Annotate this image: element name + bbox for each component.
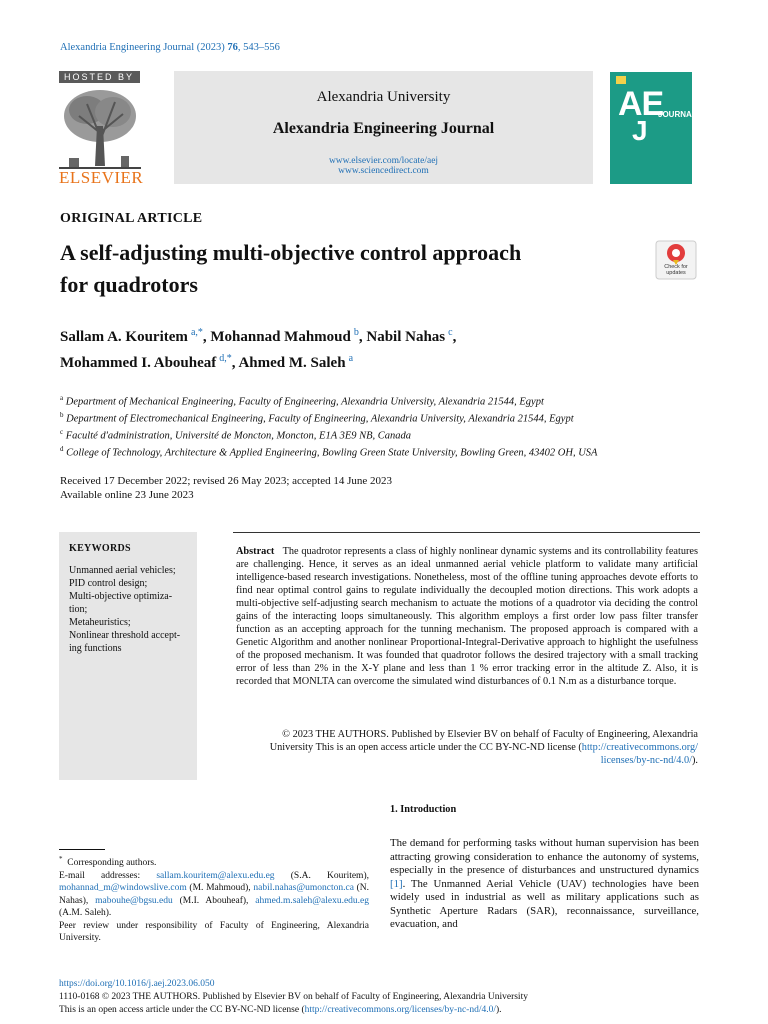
affiliation-item: $^c$ Faculté d'administration, Université de Moncton, Moncton, E1A 3E9 NB, Canada xyxy=(60,428,412,442)
keyword-line: ing functions xyxy=(69,643,122,654)
footnote-divider xyxy=(59,849,105,850)
keyword-line: tion; xyxy=(69,604,88,615)
article-dates xyxy=(60,474,660,502)
email-link[interactable]: mabouhe@bgsu.edu xyxy=(95,895,173,906)
hosted-by-label: HOSTED BY xyxy=(59,71,140,83)
author-affil-link[interactable]: a xyxy=(348,353,354,364)
author-name: Nabil Nahas xyxy=(366,329,446,345)
license-link-cont[interactable]: licenses/by-nc-nd/4.0/ xyxy=(600,755,692,766)
footnotes xyxy=(59,853,369,945)
author-line-1: Sallam A. Kouritem $^{a,*}$, Mohannad Mahmoud $^b$, Nabil Nahas $^c$, xyxy=(60,327,457,345)
journal-name: Alexandria Engineering Journal xyxy=(272,120,495,137)
journal-citation[interactable]: Alexandria Engineering Journal (2023) 76, 543–556 xyxy=(60,42,280,53)
check-for-updates-label: Check for updates xyxy=(664,264,688,276)
email-addresses: E-mail addresses: sallam.kouritem@alexu.edu.eg (S.A. Kouritem), mohannad_m@windowslive.com (M. Mahmoud), nabil.nahas@umoncton.ca (N. Nahas), mabouhe@bgsu.edu (M.I. Abouheaf), ahmed.m.saleh@alexu.edu.eg (A.M. Saleh). xyxy=(59,870,370,919)
author-name: Mohammed I. Abouheaf xyxy=(60,355,217,371)
available-online-date: Available online 23 June 2023 xyxy=(60,489,194,501)
author-list xyxy=(60,322,700,374)
keyword-line: Unmanned aerial vehicles; xyxy=(69,565,176,576)
university-name: Alexandria University xyxy=(316,89,451,105)
abstract-label: Abstract xyxy=(236,546,275,557)
affiliations xyxy=(60,392,760,460)
introduction-heading: 1. Introduction xyxy=(390,804,457,815)
cover-j: J xyxy=(632,115,648,146)
elsevier-tree-logo-icon xyxy=(59,86,141,172)
author-affil-link[interactable]: c xyxy=(448,327,453,338)
cover-journal-word: JOURNAL xyxy=(658,110,697,119)
abstract-copyright: © 2023 THE AUTHORS. Published by Elsevier BV on behalf of Faculty of Engineering, Alexandria University This is an open access article under the CC BY-NC-ND license (http://creativecommons.org/ licenses/by-nc-nd/4.0/). xyxy=(269,729,698,766)
abstract-body xyxy=(236,545,698,688)
elsevier-logo-text: ELSEVIER xyxy=(59,168,144,187)
keyword-line: Multi-objective optimiza- xyxy=(69,591,173,602)
journal-cover-image xyxy=(610,72,697,184)
article-type: ORIGINAL ARTICLE xyxy=(60,211,203,226)
bottom-license: 1110-0168 © 2023 THE AUTHORS. Published by Elsevier BV on behalf of Faculty of Engineering, Alexandria University This is an open access article under the CC BY-NC-ND license (http://creativecommons.org/licenses/by-nc-nd/4.0/). xyxy=(59,991,719,1016)
peer-review-note: Peer review under responsibility of Faculty of Engineering, Alexandria University. xyxy=(59,920,369,944)
received-dates: Received 17 December 2022; revised 26 May 2023; accepted 14 June 2023 xyxy=(60,475,393,487)
sciencedirect-url-link[interactable]: www.sciencedirect.com xyxy=(338,166,429,176)
author-name: Ahmed M. Saleh xyxy=(238,355,346,371)
journal-url-link[interactable]: www.elsevier.com/locate/aej xyxy=(328,156,439,166)
reference-link[interactable]: [1] xyxy=(390,877,403,890)
doi-link[interactable]: https://doi.org/10.1016/j.aej.2023.06.050 xyxy=(59,979,215,989)
issn-line: 1110-0168 © 2023 THE AUTHORS. Published by Elsevier BV on behalf of Faculty of Engineering, Alexandria University xyxy=(59,992,528,1002)
corresponding-note: * Corresponding authors. xyxy=(59,855,157,869)
cover-title: AE xyxy=(618,85,664,123)
affiliation-item: $^a$ Department of Mechanical Engineering, Faculty of Engineering, Alexandria University, Alexandria 21544, Egypt xyxy=(60,394,544,408)
author-name: Mohannad Mahmoud xyxy=(210,329,351,345)
email-link[interactable]: mohannad_m@windowslive.com xyxy=(59,883,187,894)
keywords-list xyxy=(69,564,194,655)
keyword-line: Metaheuristics; xyxy=(69,617,131,628)
license-url-link[interactable]: http://creativecommons.org/licenses/by-nc-nd/4.0/ xyxy=(304,1004,496,1015)
license-link[interactable]: http://creativecommons.org/ xyxy=(581,742,698,753)
author-name: Sallam A. Kouritem xyxy=(60,329,188,345)
email-link[interactable]: ahmed.m.saleh@alexu.edu.eg xyxy=(255,895,370,906)
keywords-heading: KEYWORDS xyxy=(69,543,131,554)
author-line-2: Mohammed I. Abouheaf $^{d,*}$, Ahmed M. Saleh $^a$ xyxy=(60,353,354,371)
keyword-line: Nonlinear threshold accept- xyxy=(69,630,181,641)
abstract-text: The quadrotor represents a class of highly nonlinear dynamic systems and its controllability features are challenging. Hence, it serves as an ideal unmanned aerial vehicle platform to validate many artificial intelligence-based research investigations. Nonetheless, most of the offline tuning approaches devote efforts to find near optimal control gains to regulate individually the decoupled motion directions. This work adopts a multi-objective self-adjusting search mechanism to actuate the motions of a quadrotor via deciding the control gains of the interacting loops simultaneously. This algorithm employs a first order low pass filter transfer function as an accepting approach for the tunning mechanism. The proposed approach is compared with a Genetic Algorithm and another nonlinear Proportional-Integral-Derivative approach to highlight the usefulness of the proposed mechanism. It was founded that quadrotor follows the desired trajectory with a small tracking error of less than 2% in the X-Y plane and less than 1 % error tracking error in the altitude Z. Also, it is recorded that MONLTA can overcome the simulated wind disturbances of 0.1 N.m as a disturbance torque. xyxy=(236,546,698,687)
author-affil-link[interactable]: d,* xyxy=(219,353,232,364)
cover-emblem-icon xyxy=(616,76,626,84)
author-affil-link[interactable]: b xyxy=(353,327,359,338)
abstract-divider xyxy=(233,532,700,533)
email-link[interactable]: sallam.kouritem@alexu.edu.eg xyxy=(156,870,275,881)
affiliation-item: $^d$ College of Technology, Architecture & Applied Engineering, Bowling Green State University, Bowling Green, 43402 OH, USA xyxy=(60,445,598,459)
keyword-line: PID control design; xyxy=(69,578,148,589)
author-affil-link[interactable]: a,* xyxy=(190,327,203,338)
email-link[interactable]: nabil.nahas@umoncton.ca xyxy=(253,883,354,894)
affiliation-item: $^b$ Department of Electromechanical Engineering, Faculty of Engineering, Alexandria University, Alexandria 21544, Egypt xyxy=(60,411,574,425)
introduction-text: The demand for performing tasks without human supervision has been attracting growing consideration to enhance the autonomy of systems, especially in the presence of disturbances and unstructured dynamics [1]. The Unmanned Aerial Vehicle (UAV) technologies have been widely used in industrial as well as military applications such as Synthetic Aperture Radars (SAR), reconnaissance, surveillance, evacuation, and xyxy=(390,837,699,930)
article-title: A self-adjusting multi-objective control approach for quadrotors xyxy=(60,240,522,297)
